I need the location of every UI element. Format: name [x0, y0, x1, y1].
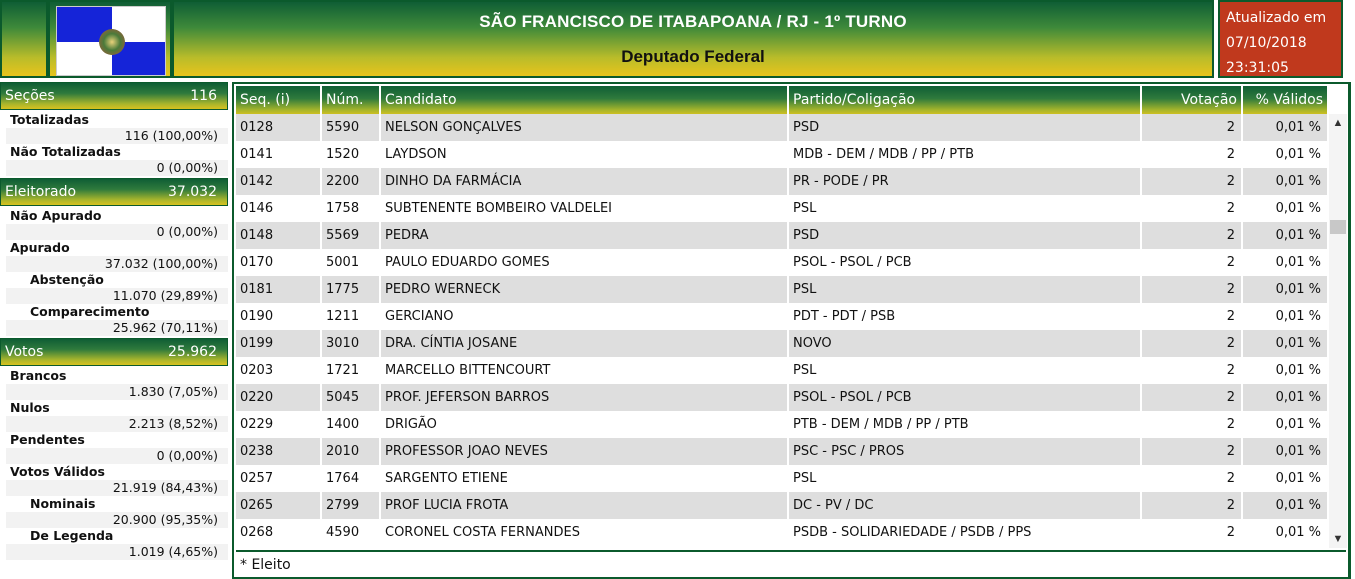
table-row[interactable]	[236, 114, 1329, 141]
cell-number: 1775	[322, 276, 381, 303]
column-header-votes[interactable]: Votação	[1142, 86, 1243, 114]
cell-votes: 2	[1142, 222, 1243, 249]
cell-candidate: PEDRA	[381, 222, 789, 249]
cell-number: 1211	[322, 303, 381, 330]
cell-candidate: SUBTENENTE BOMBEIRO VALDELEI	[381, 195, 789, 222]
cell-votes: 2	[1142, 492, 1243, 519]
cell-valid-pct: 0,01 %	[1243, 114, 1329, 141]
table-row[interactable]	[236, 492, 1329, 519]
cell-party: MDB - DEM / MDB / PP / PTB	[789, 141, 1142, 168]
scroll-thumb[interactable]	[1330, 220, 1346, 234]
cell-seq: 0190	[236, 303, 322, 330]
table-row[interactable]	[236, 357, 1329, 384]
cell-candidate: LAYDSON	[381, 141, 789, 168]
cell-seq: 0146	[236, 195, 322, 222]
cell-seq: 0128	[236, 114, 322, 141]
column-header-party[interactable]: Partido/Coligação	[789, 86, 1142, 114]
votos-group	[0, 366, 228, 562]
cell-valid-pct: 0,01 %	[1243, 492, 1329, 519]
table-row[interactable]	[236, 519, 1329, 546]
update-date: 07/10/2018	[1226, 35, 1307, 51]
stat-value: 0 (0,00%)	[6, 160, 228, 176]
cell-party: DC - PV / DC	[789, 492, 1142, 519]
cell-valid-pct: 0,01 %	[1243, 141, 1329, 168]
eleitorado-title: Eleitorado	[5, 184, 77, 200]
stat-label: Votos Válidos	[10, 464, 105, 479]
stat-value: 0 (0,00%)	[6, 448, 228, 464]
cell-valid-pct: 0,01 %	[1243, 249, 1329, 276]
secoes-total: 116	[190, 88, 217, 104]
cell-number: 5001	[322, 249, 381, 276]
cell-votes: 2	[1142, 330, 1243, 357]
cell-votes: 2	[1142, 357, 1243, 384]
cell-seq: 0203	[236, 357, 322, 384]
cell-valid-pct: 0,01 %	[1243, 438, 1329, 465]
municipality-flag-icon	[56, 6, 166, 76]
cell-valid-pct: 0,01 %	[1243, 195, 1329, 222]
stat-value: 0 (0,00%)	[6, 224, 228, 240]
update-label: Atualizado em	[1226, 10, 1327, 26]
cell-party: PSL	[789, 195, 1142, 222]
cell-votes: 2	[1142, 168, 1243, 195]
cell-valid-pct: 0,01 %	[1243, 357, 1329, 384]
cell-seq: 0181	[236, 276, 322, 303]
cell-votes: 2	[1142, 384, 1243, 411]
stat-label: Totalizadas	[10, 112, 89, 127]
stat-label: Comparecimento	[30, 304, 150, 319]
cell-number: 5590	[322, 114, 381, 141]
stat-label: Não Totalizadas	[10, 144, 121, 159]
cell-party: PSD	[789, 222, 1142, 249]
cell-valid-pct: 0,01 %	[1243, 519, 1329, 546]
stat-label: Pendentes	[10, 432, 85, 447]
cell-seq: 0257	[236, 465, 322, 492]
cell-number: 1400	[322, 411, 381, 438]
column-header-valid-pct[interactable]: % Válidos	[1243, 86, 1329, 114]
header	[0, 0, 1355, 80]
cell-valid-pct: 0,01 %	[1243, 168, 1329, 195]
update-info-box	[1218, 0, 1343, 78]
eleitorado-group	[0, 206, 228, 338]
secoes-header	[0, 82, 228, 110]
scroll-up-icon[interactable]: ▲	[1332, 117, 1344, 129]
cell-seq: 0199	[236, 330, 322, 357]
table-row[interactable]	[236, 411, 1329, 438]
cell-candidate: PROF. JEFERSON BARROS	[381, 384, 789, 411]
stat-label: Nulos	[10, 400, 50, 415]
coat-of-arms-icon	[99, 29, 125, 55]
table-row[interactable]	[236, 222, 1329, 249]
column-header-candidate[interactable]: Candidato	[381, 86, 789, 114]
header-flag-panel	[48, 0, 172, 78]
stat-value: 1.019 (4,65%)	[6, 544, 228, 560]
cell-candidate: NELSON GONÇALVES	[381, 114, 789, 141]
page-subtitle: Deputado Federal	[621, 47, 765, 66]
cell-valid-pct: 0,01 %	[1243, 411, 1329, 438]
cell-candidate: DRIGÃO	[381, 411, 789, 438]
table-row[interactable]	[236, 330, 1329, 357]
cell-party: PTB - DEM / MDB / PP / PTB	[789, 411, 1142, 438]
stat-label: Abstenção	[30, 272, 104, 287]
cell-candidate: MARCELLO BITTENCOURT	[381, 357, 789, 384]
cell-valid-pct: 0,01 %	[1243, 465, 1329, 492]
table-row[interactable]	[236, 195, 1329, 222]
cell-party: NOVO	[789, 330, 1142, 357]
cell-votes: 2	[1142, 195, 1243, 222]
cell-party: PSDB - SOLIDARIEDADE / PSDB / PPS	[789, 519, 1142, 546]
cell-number: 2010	[322, 438, 381, 465]
table-row[interactable]	[236, 276, 1329, 303]
cell-valid-pct: 0,01 %	[1243, 276, 1329, 303]
cell-seq: 0265	[236, 492, 322, 519]
cell-valid-pct: 0,01 %	[1243, 330, 1329, 357]
secoes-title: Seções	[5, 88, 55, 104]
table-row[interactable]	[236, 438, 1329, 465]
stat-label: De Legenda	[30, 528, 114, 543]
cell-number: 2799	[322, 492, 381, 519]
stat-value: 1.830 (7,05%)	[6, 384, 228, 400]
scroll-down-icon[interactable]: ▼	[1332, 533, 1344, 545]
cell-party: PDT - PDT / PSB	[789, 303, 1142, 330]
cell-number: 4590	[322, 519, 381, 546]
cell-seq: 0238	[236, 438, 322, 465]
results-table-header	[236, 86, 1329, 114]
cell-votes: 2	[1142, 303, 1243, 330]
cell-candidate: GERCIANO	[381, 303, 789, 330]
cell-party: PSL	[789, 357, 1142, 384]
header-left-panel	[0, 0, 48, 78]
cell-party: PSD	[789, 114, 1142, 141]
stat-label: Brancos	[10, 368, 67, 383]
cell-number: 1764	[322, 465, 381, 492]
update-time: 23:31:05	[1226, 60, 1289, 76]
votos-header	[0, 338, 228, 366]
table-scrollbar[interactable]	[1329, 114, 1347, 548]
cell-votes: 2	[1142, 465, 1243, 492]
stat-value: 116 (100,00%)	[6, 128, 228, 144]
cell-number: 5569	[322, 222, 381, 249]
column-header-seq[interactable]: Seq. (i)	[236, 86, 322, 114]
cell-number: 5045	[322, 384, 381, 411]
cell-number: 1758	[322, 195, 381, 222]
table-row[interactable]	[236, 168, 1329, 195]
stat-value: 11.070 (29,89%)	[6, 288, 228, 304]
cell-party: PSL	[789, 276, 1142, 303]
stat-label: Não Apurado	[10, 208, 102, 223]
cell-valid-pct: 0,01 %	[1243, 384, 1329, 411]
column-header-num[interactable]: Núm.	[322, 86, 381, 114]
table-row[interactable]	[236, 465, 1329, 492]
cell-candidate: PAULO EDUARDO GOMES	[381, 249, 789, 276]
stat-value: 20.900 (95,35%)	[6, 512, 228, 528]
table-row[interactable]	[236, 141, 1329, 168]
cell-votes: 2	[1142, 519, 1243, 546]
footer-note: * Eleito	[236, 550, 1346, 576]
cell-candidate: CORONEL COSTA FERNANDES	[381, 519, 789, 546]
stat-value: 25.962 (70,11%)	[6, 320, 228, 336]
results-table-body	[236, 114, 1329, 546]
cell-valid-pct: 0,01 %	[1243, 303, 1329, 330]
cell-party: PSOL - PSOL / PCB	[789, 384, 1142, 411]
eleitorado-total: 37.032	[168, 184, 217, 200]
table-row[interactable]	[236, 249, 1329, 276]
cell-candidate: SARGENTO ETIENE	[381, 465, 789, 492]
cell-valid-pct: 0,01 %	[1243, 222, 1329, 249]
cell-party: PSOL - PSOL / PCB	[789, 249, 1142, 276]
votos-total: 25.962	[168, 344, 217, 360]
cell-votes: 2	[1142, 249, 1243, 276]
header-title-panel	[172, 0, 1214, 78]
cell-seq: 0220	[236, 384, 322, 411]
secoes-group	[0, 110, 228, 178]
table-row[interactable]	[236, 384, 1329, 411]
cell-candidate: DRA. CÍNTIA JOSANE	[381, 330, 789, 357]
stat-label: Apurado	[10, 240, 70, 255]
summary-sidebar	[0, 82, 228, 579]
cell-candidate: PEDRO WERNECK	[381, 276, 789, 303]
cell-seq: 0142	[236, 168, 322, 195]
cell-number: 2200	[322, 168, 381, 195]
cell-number: 1520	[322, 141, 381, 168]
cell-votes: 2	[1142, 141, 1243, 168]
cell-seq: 0268	[236, 519, 322, 546]
votos-title: Votos	[5, 344, 44, 360]
cell-seq: 0229	[236, 411, 322, 438]
cell-candidate: PROF LUCIA FROTA	[381, 492, 789, 519]
cell-seq: 0170	[236, 249, 322, 276]
cell-party: PSL	[789, 465, 1142, 492]
results-panel	[232, 82, 1351, 579]
stat-value: 21.919 (84,43%)	[6, 480, 228, 496]
page-title: SÃO FRANCISCO DE ITABAPOANA / RJ - 1º TURNO	[479, 12, 907, 31]
eleitorado-header	[0, 178, 228, 206]
cell-party: PSC - PSC / PROS	[789, 438, 1142, 465]
cell-candidate: PROFESSOR JOAO NEVES	[381, 438, 789, 465]
stat-label: Nominais	[30, 496, 96, 511]
cell-votes: 2	[1142, 438, 1243, 465]
cell-seq: 0148	[236, 222, 322, 249]
cell-number: 1721	[322, 357, 381, 384]
cell-candidate: DINHO DA FARMÁCIA	[381, 168, 789, 195]
cell-votes: 2	[1142, 276, 1243, 303]
cell-number: 3010	[322, 330, 381, 357]
table-row[interactable]	[236, 303, 1329, 330]
cell-party: PR - PODE / PR	[789, 168, 1142, 195]
cell-votes: 2	[1142, 411, 1243, 438]
cell-seq: 0141	[236, 141, 322, 168]
stat-value: 2.213 (8,52%)	[6, 416, 228, 432]
cell-votes: 2	[1142, 114, 1243, 141]
stat-value: 37.032 (100,00%)	[6, 256, 228, 272]
